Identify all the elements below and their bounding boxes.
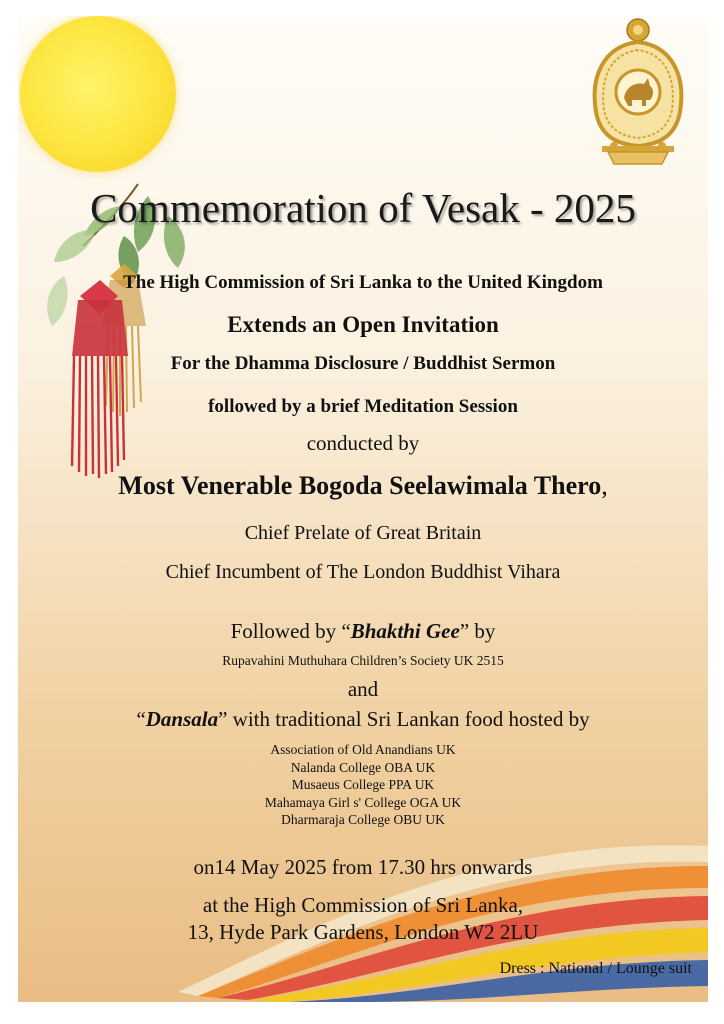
- bhakthi-suffix: ” by: [459, 619, 496, 643]
- venue-line-1: at the High Commission of Sri Lanka,: [202, 893, 524, 917]
- list-item: Association of Old Anandians UK: [270, 742, 456, 757]
- dansala-suffix: ” with traditional Sri Lankan food hosted by: [218, 707, 590, 731]
- bhakthi-line: [18, 619, 708, 644]
- list-item: Nalanda College OBA UK: [290, 759, 436, 775]
- invitation-line: Extends an Open Invitation: [227, 312, 499, 337]
- full-moon-icon: [20, 16, 176, 172]
- meditation-line: followed by a brief Meditation Session: [208, 396, 518, 417]
- conducted-by-line: conducted by: [306, 431, 420, 455]
- poster-title: Commemoration of Vesak - 2025: [90, 185, 636, 231]
- dansala-host-list: [18, 741, 708, 829]
- bhakthi-prefix: Followed by “: [230, 619, 351, 643]
- sermon-line: For the Dhamma Disclosure / Buddhist Sermon: [170, 353, 556, 374]
- sri-lanka-emblem-icon: [584, 16, 692, 168]
- invitation-poster: [18, 16, 708, 1002]
- dansala-line: [18, 707, 708, 732]
- list-item: Dharmaraja College OBU UK: [281, 812, 445, 827]
- dress-code: Dress : National / Lounge suit: [499, 960, 692, 977]
- bhakthi-title: Bhakthi Gee: [350, 619, 460, 643]
- monk-name-comma: ,: [601, 471, 608, 500]
- monk-name: Most Venerable Bogoda Seelawimala Thero: [118, 471, 602, 500]
- bhakthi-performer: Rupavahini Muthuhara Children’s Society UK 2515: [222, 653, 504, 668]
- date-time-line: on14 May 2025 from 17.30 hrs onwards: [193, 855, 533, 879]
- venue-line-2: 13, Hyde Park Gardens, London W2 2LU: [187, 920, 539, 944]
- host-line: The High Commission of Sri Lanka to the United Kingdom: [123, 272, 603, 293]
- monk-name-line: [18, 471, 708, 501]
- monk-role-2: Chief Incumbent of The London Buddhist Vihara: [165, 561, 561, 583]
- dansala-open-quote: “: [136, 707, 146, 731]
- monk-role-1: Chief Prelate of Great Britain: [244, 522, 482, 544]
- list-item: Mahamaya Girl s' College OGA UK: [264, 794, 462, 810]
- and-line: and: [347, 677, 379, 701]
- dansala-title: Dansala: [145, 707, 219, 731]
- list-item: Musaeus College PPA UK: [291, 777, 435, 792]
